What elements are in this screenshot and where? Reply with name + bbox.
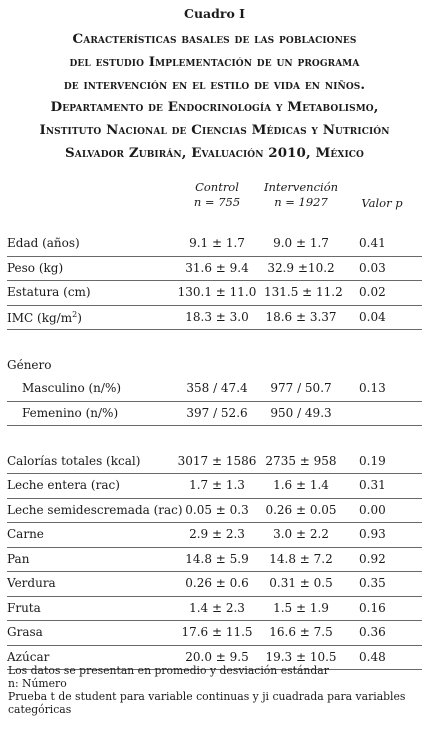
table-row: [7, 523, 422, 548]
row-label: Leche entera (rac): [7, 478, 120, 492]
row-label: Verdura: [7, 576, 56, 590]
table-row: [7, 232, 422, 257]
control-value: 2.9 ± 2.3: [189, 527, 245, 541]
row-label-end: ): [77, 310, 82, 325]
row-label: Estatura (cm): [7, 285, 91, 299]
intervention-value: 14.8 ± 7.2: [269, 551, 333, 566]
intervention-value: 18.6 ± 3.37: [265, 309, 337, 324]
row-label: Pan: [7, 551, 30, 566]
table-row: [7, 474, 422, 499]
intervention-value: 2735 ± 958: [265, 453, 337, 468]
data-table: [7, 232, 422, 670]
intervention-value: 131.5 ± 11.2: [264, 285, 343, 299]
section-label: Género: [7, 357, 52, 372]
row-label: Edad (años): [7, 236, 80, 250]
p-value: 0.48: [359, 649, 386, 664]
intervention-value: 16.6 ± 7.5: [269, 625, 333, 639]
intervention-value: 9.0 ± 1.7: [273, 236, 329, 250]
spacer-row: [7, 330, 422, 354]
p-value: 0.00: [359, 502, 386, 517]
table-row: [7, 377, 422, 402]
control-value: 17.6 ± 11.5: [181, 625, 253, 639]
table-row: [7, 306, 422, 331]
intervention-value: 0.31 ± 0.5: [269, 576, 333, 590]
control-value: 31.6 ± 9.4: [185, 260, 249, 275]
row-label: Peso (kg): [7, 260, 64, 275]
intervention-value: 950 / 49.3: [270, 405, 332, 420]
table-row: [7, 499, 422, 524]
control-value: 0.05 ± 0.3: [185, 502, 249, 517]
column-header-p-value: Valor p: [361, 196, 403, 210]
title-line: del estudio Implementación de un programa: [69, 53, 360, 70]
row-label: Grasa: [7, 625, 43, 639]
row-label: Calorías totales (kcal): [7, 453, 141, 468]
column-header-control: [171, 180, 263, 210]
title-line: Departamento de Endocrinología y Metabolismo,: [50, 99, 379, 116]
p-value: 0.92: [359, 551, 386, 566]
row-label: Carne: [7, 527, 44, 541]
p-value: 0.93: [359, 527, 386, 541]
p-value: 0.41: [359, 236, 386, 250]
p-value: 0.13: [359, 381, 386, 395]
p-value: 0.02: [359, 285, 386, 299]
p-value: 0.03: [359, 260, 386, 275]
table-title: [0, 28, 429, 165]
row-label: Femenino (n/%): [22, 405, 119, 420]
control-value: 397 / 52.6: [186, 405, 248, 420]
superscript: 2: [72, 309, 78, 319]
control-n: n = 755: [193, 195, 241, 209]
intervention-value: 3.0 ± 2.2: [273, 527, 329, 541]
table-row: [7, 281, 422, 306]
intervention-value: 977 / 50.7: [270, 381, 332, 395]
table-row: [7, 450, 422, 475]
row-label: Masculino (n/%): [22, 381, 122, 395]
footnote: Prueba t de student para variable continuas y ji cuadrada para variables: [8, 690, 406, 703]
p-value: 0.04: [359, 309, 386, 324]
row-label: Fruta: [7, 600, 41, 615]
control-value: 14.8 ± 5.9: [185, 551, 249, 566]
title-line: de intervención en el estilo de vida en niños.: [63, 76, 366, 93]
control-value: 358 / 47.4: [186, 381, 248, 395]
control-value: 0.26 ± 0.6: [185, 576, 249, 590]
spacer-row: [7, 426, 422, 450]
table-footnotes: [8, 664, 418, 716]
p-value: 0.35: [359, 576, 386, 590]
intervention-label: Intervención: [264, 180, 339, 194]
intervention-value: 1.6 ± 1.4: [273, 478, 329, 492]
intervention-value: 1.5 ± 1.9: [273, 600, 329, 615]
table-row: [7, 548, 422, 573]
control-value: 3017 ± 1586: [177, 453, 257, 468]
table-row: [7, 572, 422, 597]
table-row: [7, 402, 422, 427]
row-label: [7, 310, 82, 325]
table-row: [7, 597, 422, 622]
p-value: 0.19: [359, 453, 386, 468]
footnote: n: Número: [8, 677, 67, 690]
control-label: Control: [195, 180, 239, 194]
table-number: Cuadro I: [184, 6, 245, 21]
control-value: 1.4 ± 2.3: [189, 600, 245, 615]
control-value: 9.1 ± 1.7: [189, 236, 245, 250]
control-value: 130.1 ± 11.0: [177, 285, 257, 299]
p-value: 0.16: [359, 600, 386, 615]
intervention-value: 32.9 ±10.2: [267, 260, 335, 275]
control-value: 18.3 ± 3.0: [185, 309, 249, 324]
control-value: 20.0 ± 9.5: [185, 649, 249, 664]
intervention-value: 19.3 ± 10.5: [265, 649, 337, 664]
title-line: Instituto Nacional de Ciencias Médicas y Nutrición: [39, 122, 390, 139]
control-value: 1.7 ± 1.3: [189, 478, 245, 492]
intervention-n: n = 1927: [274, 195, 328, 209]
title-line: Salvador Zubirán, Evaluación 2010, México: [65, 144, 364, 161]
table-row: [7, 257, 422, 282]
footnote: Los datos se presentan en promedio y desviación estándar: [8, 664, 329, 677]
footnote: categóricas: [8, 703, 72, 716]
row-label: Leche semidescremada (rac): [7, 502, 183, 517]
section-row: [7, 354, 422, 378]
table-row: [7, 621, 422, 646]
p-value: 0.31: [359, 478, 386, 492]
title-line: Características basales de las poblaciones: [72, 31, 357, 47]
column-header-intervention: [264, 180, 338, 210]
row-label: Azúcar: [7, 649, 50, 664]
row-label-text: IMC (kg/m: [7, 310, 73, 325]
p-value: 0.36: [359, 625, 386, 639]
intervention-value: 0.26 ± 0.05: [265, 502, 337, 517]
